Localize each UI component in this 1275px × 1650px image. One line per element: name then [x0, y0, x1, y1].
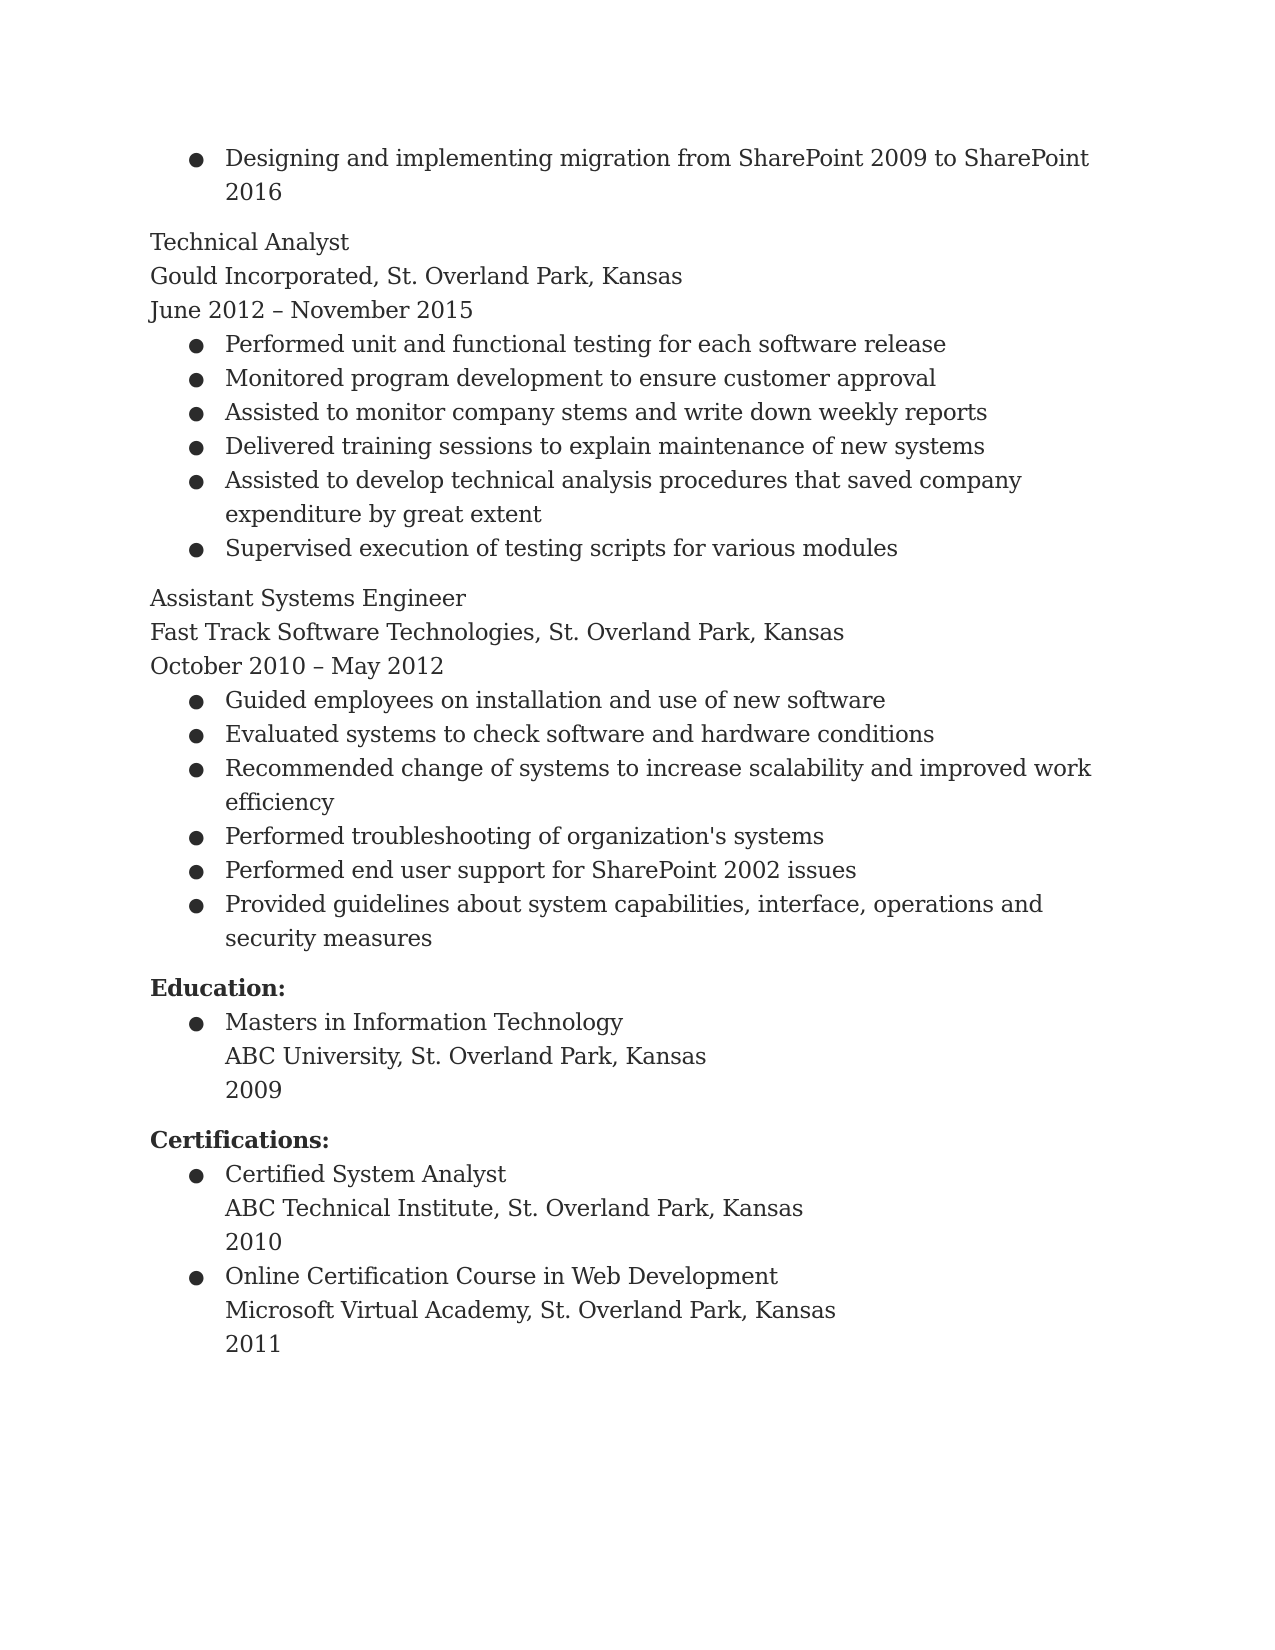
job-company: Fast Track Software Technologies, St. Overland Park, Kansas — [150, 620, 845, 646]
previous-job-bullets — [150, 142, 1110, 210]
list-item — [150, 684, 1110, 718]
bullet-icon: ● — [188, 758, 205, 780]
degree-name: Masters in Information Technology — [225, 1010, 623, 1036]
bullet-icon: ● — [188, 860, 205, 882]
job-title: Assistant Systems Engineer — [150, 586, 466, 612]
bullet-icon: ● — [188, 894, 205, 916]
certification-name: Certified System Analyst — [225, 1162, 506, 1188]
degree-year: 2009 — [225, 1078, 283, 1104]
bullet-text: Performed end user support for SharePoint 2002 issues — [225, 858, 857, 884]
job-dates: June 2012 – November 2015 — [150, 298, 474, 324]
certifications-section — [150, 1124, 1110, 1362]
job-bullets — [150, 684, 1110, 956]
certification-year: 2011 — [225, 1332, 283, 1358]
job-bullets — [150, 328, 1110, 566]
list-item — [150, 328, 1110, 362]
bullet-icon: ● — [188, 436, 205, 458]
bullet-text: Evaluated systems to check software and hardware conditions — [225, 722, 935, 748]
bullet-text: Monitored program development to ensure customer approval — [225, 366, 936, 392]
bullet-text: Designing and implementing migration from SharePoint 2009 to SharePoint 2016 — [225, 146, 1089, 206]
list-item — [150, 888, 1110, 956]
bullet-text: Provided guidelines about system capabilities, interface, operations and security measures — [225, 892, 1043, 952]
list-item — [150, 396, 1110, 430]
bullet-icon: ● — [188, 724, 205, 746]
bullet-icon: ● — [188, 402, 205, 424]
list-item — [150, 1006, 1110, 1108]
certification-year: 2010 — [225, 1230, 283, 1256]
list-item — [150, 464, 1110, 532]
bullet-text: Assisted to develop technical analysis procedures that saved company expenditure by great extent — [225, 468, 1022, 528]
job-company: Gould Incorporated, St. Overland Park, Kansas — [150, 264, 683, 290]
bullet-text: Assisted to monitor company stems and write down weekly reports — [225, 400, 988, 426]
bullet-icon: ● — [188, 148, 205, 170]
bullet-text: Recommended change of systems to increase scalability and improved work efficiency — [225, 756, 1091, 816]
bullet-text: Delivered training sessions to explain maintenance of new systems — [225, 434, 985, 460]
list-item — [150, 854, 1110, 888]
certification-name: Online Certification Course in Web Development — [225, 1264, 778, 1290]
list-item — [150, 718, 1110, 752]
bullet-icon: ● — [188, 1012, 205, 1034]
education-section — [150, 972, 1110, 1108]
bullet-icon: ● — [188, 1266, 205, 1288]
bullet-icon: ● — [188, 470, 205, 492]
list-item — [150, 820, 1110, 854]
list-item — [150, 362, 1110, 396]
resume-content — [150, 142, 1110, 1362]
job-title: Technical Analyst — [150, 230, 349, 256]
job-entry-assistant-systems-engineer — [150, 582, 1110, 956]
degree-institution: ABC University, St. Overland Park, Kansas — [225, 1044, 707, 1070]
list-item — [150, 532, 1110, 566]
list-item — [150, 752, 1110, 820]
bullet-icon: ● — [188, 538, 205, 560]
list-item — [150, 430, 1110, 464]
job-entry-technical-analyst — [150, 226, 1110, 566]
list-item — [150, 1260, 1110, 1362]
list-item — [150, 142, 1110, 210]
bullet-text: Supervised execution of testing scripts for various modules — [225, 536, 898, 562]
bullet-icon: ● — [188, 1164, 205, 1186]
certifications-heading: Certifications: — [150, 1127, 330, 1154]
education-list — [150, 1006, 1110, 1108]
list-item — [150, 1158, 1110, 1260]
bullet-text: Performed troubleshooting of organization's systems — [225, 824, 825, 850]
bullet-icon: ● — [188, 368, 205, 390]
certification-institution: ABC Technical Institute, St. Overland Park, Kansas — [225, 1196, 804, 1222]
certifications-list — [150, 1158, 1110, 1362]
job-dates: October 2010 – May 2012 — [150, 654, 445, 680]
bullet-icon: ● — [188, 690, 205, 712]
education-heading: Education: — [150, 975, 286, 1002]
bullet-text: Performed unit and functional testing for each software release — [225, 332, 947, 358]
bullet-icon: ● — [188, 334, 205, 356]
bullet-text: Guided employees on installation and use of new software — [225, 688, 886, 714]
certification-institution: Microsoft Virtual Academy, St. Overland Park, Kansas — [225, 1298, 836, 1324]
bullet-icon: ● — [188, 826, 205, 848]
